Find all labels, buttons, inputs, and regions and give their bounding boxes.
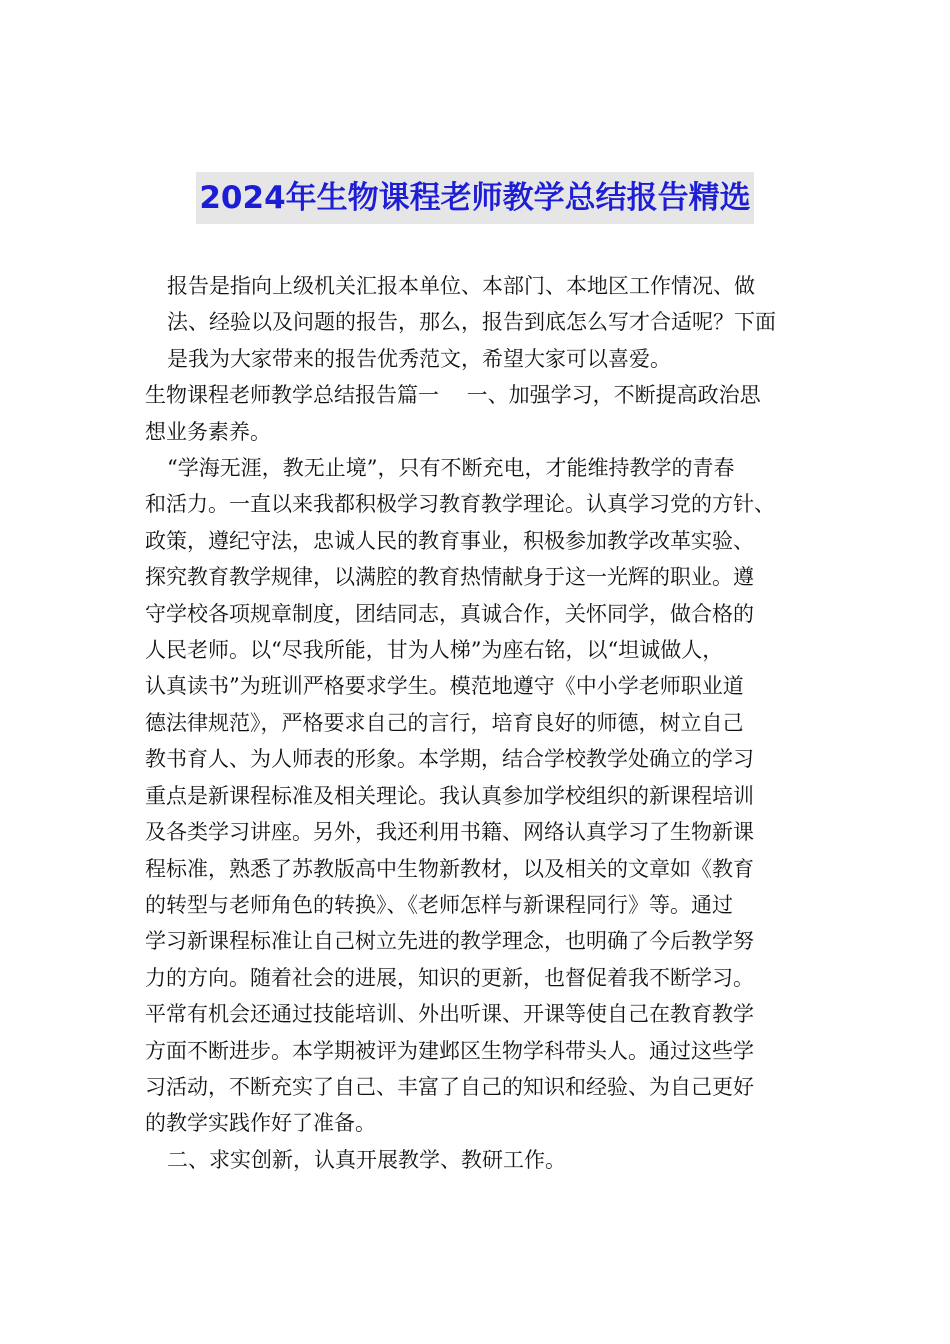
text-line: 的教学实践作好了准备。 [145,1111,376,1136]
intro-paragraph [145,268,825,377]
text-line: 德法律规范》，严格要求自己的言行，培育良好的师德，树立自己 [145,710,744,735]
text-line: 法、经验以及问题的报告，那么，报告到底怎么写才合适呢？下面 [167,310,776,335]
text-line: 平常有机会还通过技能培训、外出听课、开课等使自己在教育教学 [145,1002,754,1027]
title-container [0,172,950,224]
text-line: 报告是指向上级机关汇报本单位、本部门、本地区工作情况、做 [167,274,755,298]
text-line: 习活动，不断充实了自己、丰富了自己的知识和经验、为自己更好 [145,1074,754,1099]
document-body [145,268,825,1178]
text-line: 人民老师。以“尽我所能，甘为人梯”为座右铭，以“坦诚做人， [145,638,724,663]
section-heading-paragraph [145,1142,825,1178]
text-line: “学海无涯，教无止境”，只有不断充电，才能维持教学的青春 [167,456,735,481]
text-line: 想业务素养。 [145,419,271,444]
text-line: 是我为大家带来的报告优秀范文，希望大家可以喜爱。 [167,346,671,371]
text-line: 重点是新课程标准及相关理论。我认真参加学校组织的新课程培训 [145,783,754,808]
text-line: 教书育人、为人师表的形象。本学期，结合学校教学处确立的学习 [145,747,754,772]
text-line: 及各类学习讲座。另外，我还利用书籍、网络认真学习了生物新课 [145,820,754,845]
text-line: 认真读书”为班训严格要求学生。模范地遵守《中小学老师职业道 [145,674,744,699]
text-line: 守学校各项规章制度，团结同志，真诚合作，关怀同学，做合格的 [145,601,754,626]
text-line: 政策，遵纪守法，忠诚人民的教育事业，积极参加教学改革实验、 [145,528,754,553]
text-line: 和活力。一直以来我都积极学习教育教学理论。认真学习党的方针、 [145,492,775,517]
body-paragraph [145,450,825,1142]
text-line: 二、求实创新，认真开展教学、教研工作。 [167,1147,566,1172]
document-title: 2024年生物课程老师教学总结报告精选 [196,172,753,224]
text-line: 力的方向。随着社会的进展，知识的更新，也督促着我不断学习。 [145,965,754,990]
text-line: 的转型与老师角色的转换》、《老师怎样与新课程同行》等。通过 [145,892,733,917]
text-line: 探究教育教学规律，以满腔的教育热情献身于这一光辉的职业。遵 [145,565,754,590]
section-heading-paragraph [145,377,825,450]
text-line: 程标准，熟悉了苏教版高中生物新教材，以及相关的文章如《教育 [145,856,754,881]
text-line: 方面不断进步。本学期被评为建邺区生物学科带头人。通过这些学 [145,1038,754,1063]
text-line: 学习新课程标准让自己树立先进的教学理念，也明确了今后教学努 [145,929,754,954]
text-line: 生物课程老师教学总结报告篇一 一、加强学习，不断提高政治思 [145,383,761,408]
